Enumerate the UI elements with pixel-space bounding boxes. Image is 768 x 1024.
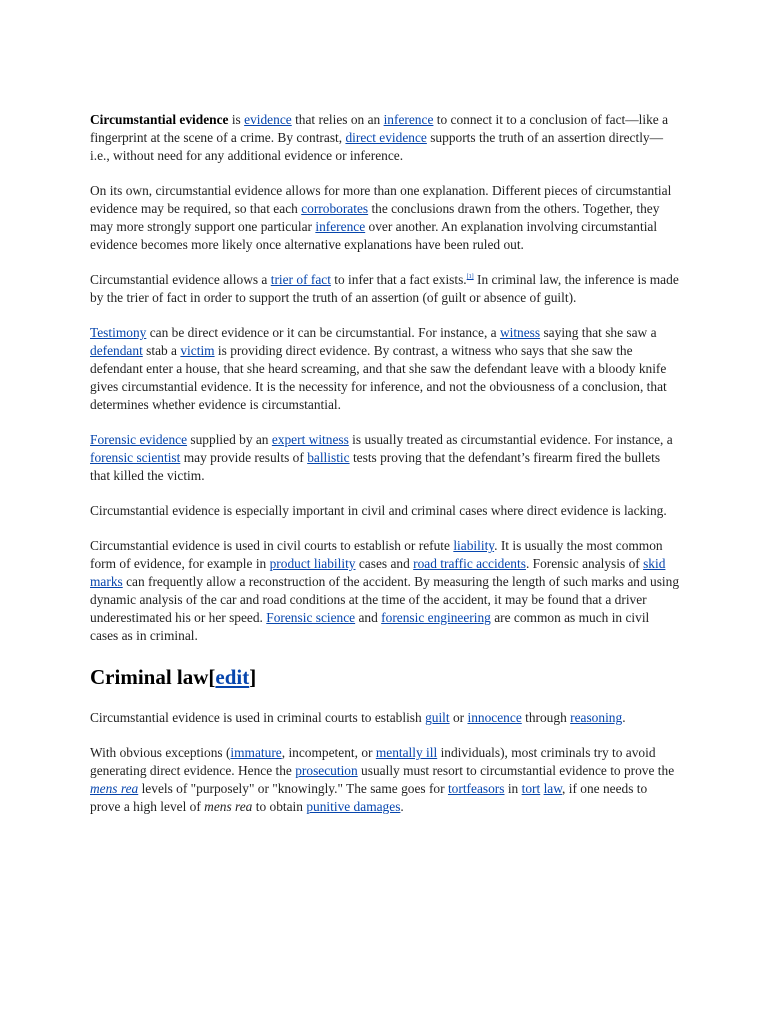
intro-paragraph	[90, 111, 680, 165]
text: In criminal law, the inference is made by the trier of fact in order to support the truth of an assertion (of guilt or absence of guilt).	[90, 272, 679, 305]
section-title: Criminal law	[90, 665, 209, 689]
text: .	[400, 799, 404, 814]
link-defendant[interactable]: defendant	[90, 343, 143, 358]
term-bold: Circumstantial evidence	[90, 112, 229, 127]
paragraph-exceptions	[90, 744, 680, 816]
text: Circumstantial evidence allows a	[90, 272, 271, 287]
link-innocence[interactable]: innocence	[467, 710, 522, 725]
link-liability[interactable]: liability	[453, 538, 495, 553]
text: Circumstantial evidence is used in civil courts to establish or refute	[90, 538, 454, 553]
text: saying that she saw a	[540, 325, 657, 340]
text: .	[622, 710, 626, 725]
text: is usually treated as circumstantial evidence. For instance, a	[348, 432, 673, 447]
text: can be direct evidence or it can be circumstantial. For instance, a	[146, 325, 500, 340]
text: can frequently allow a reconstruction of the accident. By measuring the length of such marks and using dynamic analysis of the car and road conditions at the time of the accident, it may be found that a driver underestimated his or her speed.	[90, 574, 680, 625]
link-evidence[interactable]: evidence	[244, 112, 292, 127]
link-forensic-scientist[interactable]: forensic scientist	[90, 450, 181, 465]
text: supplied by an	[187, 432, 272, 447]
link-mens-rea[interactable]	[90, 781, 138, 796]
paragraph-civil-courts	[90, 537, 680, 645]
paragraph-criminal-courts	[90, 709, 680, 727]
link-mentally-ill[interactable]: mentally ill	[375, 745, 438, 760]
text: to connect it to a conclusion of fact—like a fingerprint at the scene of a crime. By contrast,	[90, 112, 669, 145]
link-inference[interactable]: inference	[383, 112, 434, 127]
text: levels of "purposely" or "knowingly." The same goes for	[138, 781, 448, 796]
text: On its own, circumstantial evidence allows for more than one explanation. Different pieces of circumstantial evidence may be required, so that each	[90, 183, 672, 216]
text: With obvious exceptions (	[90, 745, 231, 760]
text: over another. An explanation involving circumstantial evidence becomes more likely once alternative explanations have been ruled out.	[90, 219, 658, 252]
link-road-traffic-accidents[interactable]: road traffic accidents	[413, 556, 526, 571]
link-direct-evidence[interactable]: direct evidence	[345, 130, 427, 145]
text: in	[504, 781, 522, 796]
link-tort[interactable]: tort	[521, 781, 541, 796]
bracket-close: ]	[249, 665, 257, 689]
text: and	[355, 610, 382, 625]
link-tortfeasors[interactable]: tortfeasors	[447, 781, 505, 796]
text: may provide results of	[180, 450, 308, 465]
paragraph-importance	[90, 502, 680, 520]
link-testimony[interactable]: Testimony	[90, 325, 147, 340]
reference-1[interactable]: [1]	[466, 274, 474, 280]
paragraph-trier-of-fact	[90, 271, 680, 307]
mens-rea-link-text: mens rea	[90, 781, 139, 796]
paragraph-forensic-evidence	[90, 431, 680, 485]
link-inference-2[interactable]: inference	[315, 219, 366, 234]
link-forensic-science[interactable]: Forensic science	[266, 610, 356, 625]
link-trier-of-fact[interactable]: trier of fact	[270, 272, 331, 287]
edit-section-link[interactable]: edit	[215, 665, 250, 689]
text: . It is usually the most common form of evidence, for example in	[90, 538, 663, 571]
text: usually must resort to circumstantial evidence to prove the	[357, 763, 675, 778]
link-ballistic[interactable]: ballistic	[307, 450, 350, 465]
link-product-liability[interactable]: product liability	[269, 556, 356, 571]
link-immature[interactable]: immature	[230, 745, 282, 760]
link-guilt[interactable]: guilt	[425, 710, 450, 725]
text: is	[228, 112, 245, 127]
text: Circumstantial evidence is used in criminal courts to establish	[90, 710, 426, 725]
text: . Forensic analysis of	[525, 556, 644, 571]
text: to obtain	[252, 799, 307, 814]
link-forensic-engineering[interactable]: forensic engineering	[381, 610, 491, 625]
section-heading-criminal-law	[90, 664, 680, 690]
text: is providing direct evidence. By contrast, a witness who says that she saw the defendant enter a house, that she heard screaming, and that she saw the defendant leave with a bloody knife gives circumstantial evidence. It is the necessity for inference, and not the obviousness of a conclusion, that determines whether evidence is circumstantial.	[90, 343, 667, 412]
link-skid-marks[interactable]: skid marks	[90, 556, 666, 589]
text: that relies on an	[291, 112, 384, 127]
text: or	[449, 710, 468, 725]
text: the conclusions drawn from the others. Together, they may more strongly support one particular	[90, 201, 660, 234]
text: , incompetent, or	[281, 745, 376, 760]
link-forensic-evidence[interactable]: Forensic evidence	[90, 432, 188, 447]
text: supports the truth of an assertion directly—i.e., without need for any additional evidence or inference.	[90, 130, 664, 163]
mens-rea-italic: mens rea	[204, 799, 253, 814]
link-victim[interactable]: victim	[180, 343, 215, 358]
text: individuals), most criminals try to avoid generating direct evidence. Hence the	[90, 745, 656, 778]
link-corroborates[interactable]: corroborates	[301, 201, 369, 216]
paragraph-explanations	[90, 182, 680, 254]
text: to infer that a fact exists.	[330, 272, 467, 287]
paragraph-testimony	[90, 324, 680, 414]
text: are common as much in civil cases as in criminal.	[90, 610, 650, 643]
text: tests proving that the defendant’s firearm fired the bullets that killed the victim.	[90, 450, 661, 483]
text: , if one needs to prove a high level of	[90, 781, 648, 814]
link-expert-witness[interactable]: expert witness	[271, 432, 349, 447]
bracket-open: [	[208, 665, 216, 689]
text: Circumstantial evidence is especially important in civil and criminal cases where direct evidence is lacking.	[90, 503, 667, 518]
link-reasoning[interactable]: reasoning	[570, 710, 623, 725]
text: cases and	[355, 556, 414, 571]
text: stab a	[142, 343, 181, 358]
text: through	[521, 710, 571, 725]
article-body	[90, 111, 680, 833]
link-prosecution[interactable]: prosecution	[295, 763, 358, 778]
link-law[interactable]: law	[543, 781, 563, 796]
link-punitive-damages[interactable]: punitive damages	[306, 799, 401, 814]
link-witness[interactable]: witness	[499, 325, 541, 340]
